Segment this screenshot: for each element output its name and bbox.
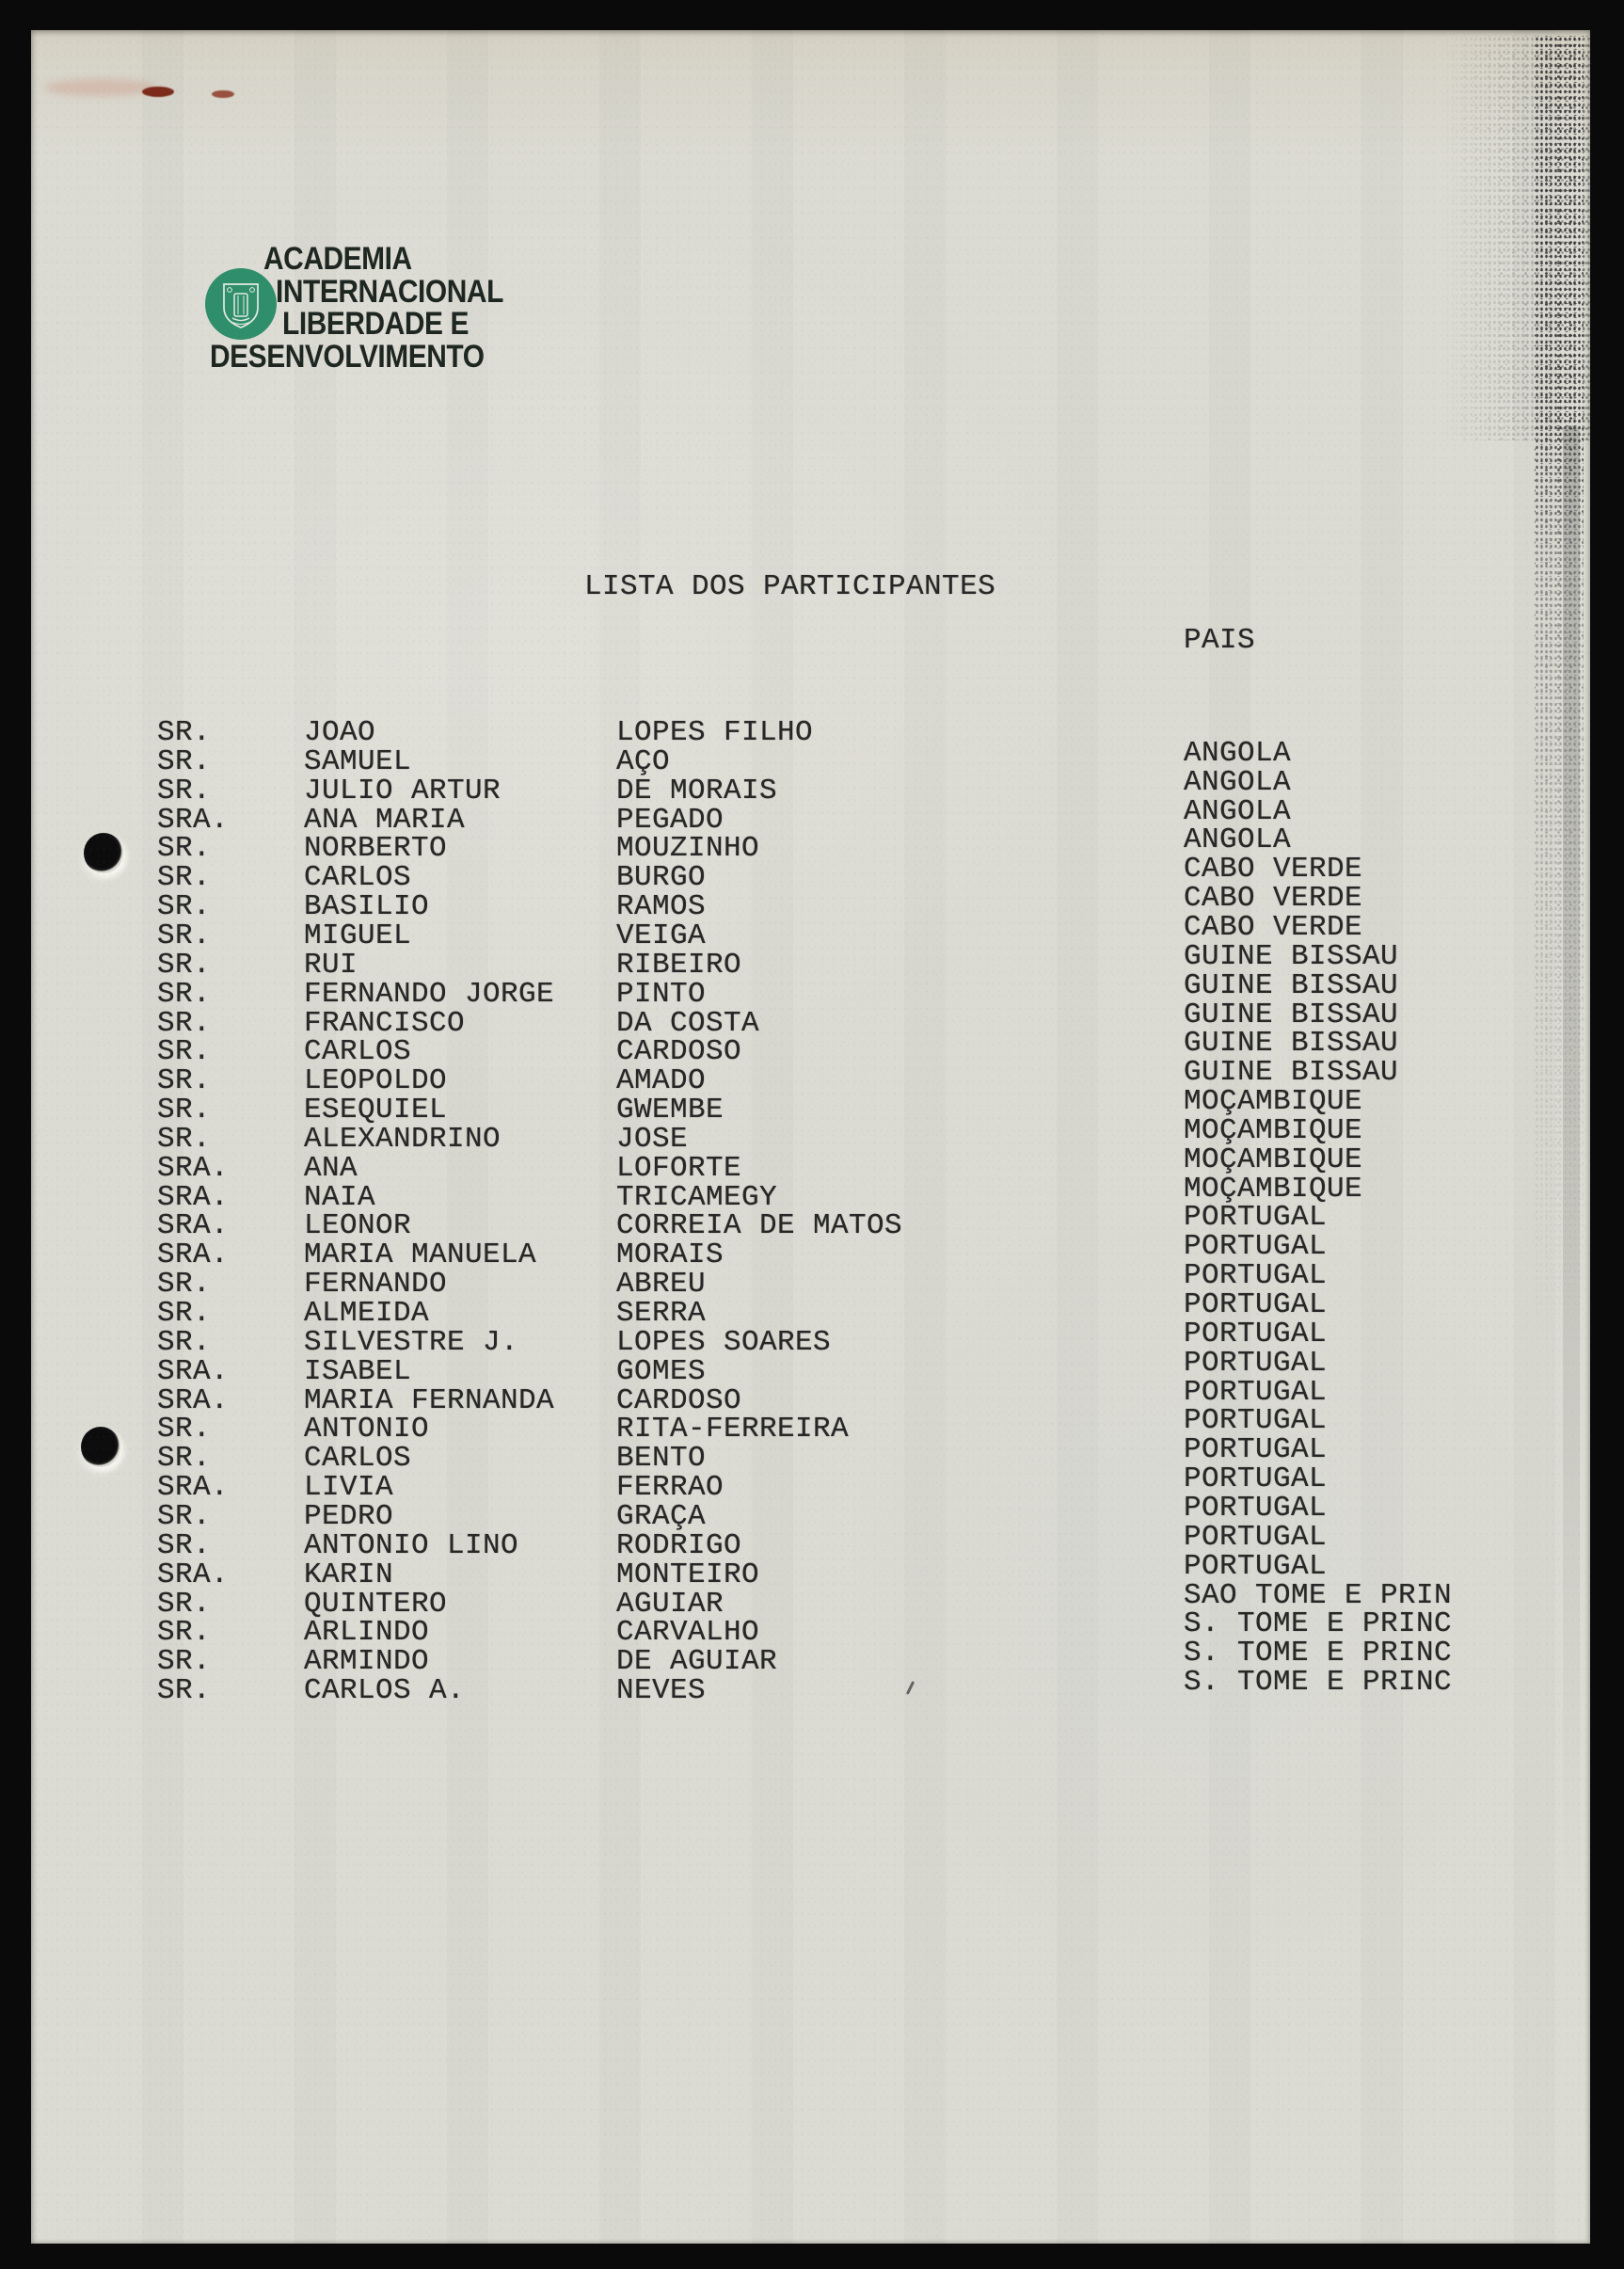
participant-surname: ABREU — [616, 1268, 707, 1302]
participant-first-name: MIGUEL — [304, 919, 412, 952]
participant-row — [31, 1404, 1590, 1446]
letterhead-line-2: INTERNACIONAL — [276, 274, 503, 310]
participant-title: SRA. — [157, 1209, 230, 1243]
participant-first-name: FERNANDO JORGE — [304, 977, 555, 1011]
scan-noise-top-right — [1441, 36, 1591, 440]
participant-surname: TRICAMEGY — [616, 1180, 778, 1214]
participant-title: SRA. — [157, 803, 230, 837]
participant-title: SR. — [157, 716, 212, 749]
participant-row — [31, 1433, 1590, 1476]
participant-surname: GRAÇA — [616, 1499, 707, 1533]
participant-first-name: ANTONIO — [304, 1413, 430, 1446]
participant-title: SR. — [157, 1499, 212, 1533]
participant-title: SR. — [157, 744, 212, 778]
participant-country: PORTUGAL — [1184, 1201, 1328, 1235]
participant-first-name: CARLOS A. — [304, 1674, 466, 1708]
participant-title: SR. — [157, 1645, 212, 1679]
participant-first-name: MARIA MANUELA — [304, 1238, 537, 1272]
participant-country: MOÇAMBIQUE — [1184, 1142, 1363, 1176]
participant-row — [31, 718, 1590, 747]
participant-row — [31, 1491, 1590, 1533]
participant-first-name: ISABEL — [304, 1354, 412, 1388]
participant-surname: BENTO — [616, 1442, 707, 1476]
participant-country: ANGOLA — [1184, 736, 1292, 770]
participant-first-name: ANA — [304, 1151, 358, 1185]
participant-row — [31, 1259, 1590, 1302]
participant-surname: PINTO — [616, 977, 707, 1011]
red-ink-mark-2 — [212, 90, 234, 98]
participant-first-name: ESEQUIEL — [304, 1094, 448, 1127]
participant-title: SR. — [157, 1122, 212, 1156]
participant-first-name: FERNANDO — [304, 1268, 448, 1302]
participant-first-name: CARLOS — [304, 1035, 412, 1069]
participant-first-name: MARIA FERNANDA — [304, 1383, 555, 1417]
participant-first-name: RUI — [304, 948, 358, 982]
participant-surname: VEIGA — [616, 919, 707, 952]
participant-title: SRA. — [157, 1180, 230, 1214]
participant-country: S. TOME E PRINC — [1184, 1637, 1453, 1670]
participant-surname: CARVALHO — [616, 1616, 760, 1650]
participant-surname: RODRIGO — [616, 1528, 742, 1562]
scan-streak-right-edge — [1563, 425, 1580, 1893]
participant-row — [31, 1288, 1590, 1330]
participant-first-name: PEDRO — [304, 1499, 394, 1533]
participant-surname: AMADO — [616, 1064, 707, 1098]
participant-title: SR. — [157, 948, 212, 982]
participant-title: SR. — [157, 1035, 212, 1069]
participant-country: S. TOME E PRINC — [1184, 1666, 1453, 1700]
participant-surname: SERRA — [616, 1297, 707, 1330]
participant-title: SRA. — [157, 1151, 230, 1185]
participant-country: PORTUGAL — [1184, 1230, 1328, 1264]
participant-row — [31, 1346, 1590, 1388]
participant-row — [31, 1201, 1590, 1243]
participant-country: MOÇAMBIQUE — [1184, 1085, 1363, 1119]
participant-first-name: QUINTERO — [304, 1587, 448, 1621]
paper-sheet — [31, 30, 1590, 2244]
punch-hole-bottom — [81, 1427, 120, 1467]
participant-first-name: KARIN — [304, 1558, 394, 1591]
participant-title: SR. — [157, 1616, 212, 1650]
participant-row — [31, 1230, 1590, 1272]
participant-title: SR. — [157, 1006, 212, 1040]
participant-first-name: ANTONIO LINO — [304, 1528, 519, 1562]
participant-first-name: LIVIA — [304, 1471, 394, 1505]
participant-first-name: JOAO — [304, 716, 376, 749]
letterhead-line-4: DESENVOLVIMENTO — [210, 339, 485, 375]
participant-title: SR. — [157, 977, 212, 1011]
participant-first-name: ARLINDO — [304, 1616, 430, 1650]
participant-row — [31, 1666, 1590, 1708]
participant-title: SR. — [157, 919, 212, 952]
participant-title: SR. — [157, 861, 212, 895]
red-smudge-mark — [44, 79, 157, 96]
participant-country: PORTUGAL — [1184, 1317, 1328, 1350]
participant-first-name: ARMINDO — [304, 1645, 430, 1679]
participant-country: S. TOME E PRINC — [1184, 1607, 1453, 1641]
participant-surname: CARDOSO — [616, 1035, 742, 1069]
participant-country: GUINE BISSAU — [1184, 1056, 1399, 1090]
participant-first-name: FRANCISCO — [304, 1006, 466, 1040]
participant-title: SR. — [157, 1587, 212, 1621]
participant-surname: FERRAO — [616, 1471, 724, 1505]
participant-title: SRA. — [157, 1383, 230, 1417]
participant-row — [31, 1462, 1590, 1505]
participant-row — [31, 794, 1590, 837]
participant-country: PORTUGAL — [1184, 1433, 1328, 1467]
participant-first-name: BASILIO — [304, 890, 430, 924]
participant-row — [31, 765, 1590, 807]
participant-title: SRA. — [157, 1558, 230, 1591]
page-title: LISTA DOS PARTICIPANTES — [584, 570, 996, 603]
participant-first-name: ALMEIDA — [304, 1297, 430, 1330]
punch-hole-top — [84, 833, 123, 873]
participant-country: PORTUGAL — [1184, 1288, 1328, 1321]
participant-surname: RITA-FERREIRA — [616, 1413, 850, 1446]
participant-country: PORTUGAL — [1184, 1491, 1328, 1525]
participant-country: CABO VERDE — [1184, 910, 1363, 944]
participant-title: SR. — [157, 1325, 212, 1359]
participant-surname: LOPES FILHO — [616, 716, 814, 749]
participant-first-name: CARLOS — [304, 1442, 412, 1476]
participant-surname: PEGADO — [616, 803, 724, 837]
participant-title: SRA. — [157, 1354, 230, 1388]
participant-surname: NEVES — [616, 1674, 707, 1708]
participant-first-name: JULIO ARTUR — [304, 774, 502, 807]
participant-country: ANGOLA — [1184, 765, 1292, 799]
participant-country: GUINE BISSAU — [1184, 1027, 1399, 1061]
participant-surname: AÇO — [616, 744, 671, 778]
participant-country: PORTUGAL — [1184, 1346, 1328, 1380]
participant-first-name: NAIA — [304, 1180, 376, 1214]
participant-country: CABO VERDE — [1184, 853, 1363, 887]
participant-title: SR. — [157, 1297, 212, 1330]
participant-country: ANGOLA — [1184, 794, 1292, 828]
participant-surname: CORREIA DE MATOS — [616, 1209, 903, 1243]
participant-title: SR. — [157, 774, 212, 807]
participant-title: SR. — [157, 1674, 212, 1708]
participant-country: PORTUGAL — [1184, 1462, 1328, 1496]
participant-surname: DE MORAIS — [616, 774, 778, 807]
participant-first-name: ANA MARIA — [304, 803, 466, 837]
participant-country: PORTUGAL — [1184, 1549, 1328, 1583]
participant-title: SRA. — [157, 1471, 230, 1505]
academia-crest-logo-icon — [205, 268, 277, 340]
letterhead-line-3: LIBERDADE E — [282, 306, 469, 342]
participant-surname: RAMOS — [616, 890, 707, 924]
participant-surname: RIBEIRO — [616, 948, 742, 982]
participant-surname: GWEMBE — [616, 1094, 724, 1127]
participant-surname: JOSE — [616, 1122, 689, 1156]
participant-surname: CARDOSO — [616, 1383, 742, 1417]
participant-surname: MOUZINHO — [616, 832, 760, 866]
participant-surname: LOFORTE — [616, 1151, 742, 1185]
participant-title: SR. — [157, 832, 212, 866]
participant-surname: DA COSTA — [616, 1006, 760, 1040]
participant-country: ANGOLA — [1184, 823, 1292, 857]
participant-country: PORTUGAL — [1184, 1404, 1328, 1438]
participant-title: SR. — [157, 1528, 212, 1562]
participant-title: SR. — [157, 1094, 212, 1127]
letterhead-line-1: ACADEMIA — [263, 241, 412, 277]
red-ink-mark-1 — [142, 87, 174, 97]
participant-first-name: SILVESTRE J. — [304, 1325, 519, 1359]
participant-country: PORTUGAL — [1184, 1375, 1328, 1409]
country-column-header: PAIS — [1184, 624, 1256, 657]
participant-title: SR. — [157, 890, 212, 924]
participant-surname: MONTEIRO — [616, 1558, 760, 1591]
participant-row — [31, 1520, 1590, 1562]
participant-row — [31, 1375, 1590, 1417]
participant-country: CABO VERDE — [1184, 882, 1363, 916]
participant-row — [31, 736, 1590, 778]
participant-country: GUINE BISSAU — [1184, 939, 1399, 973]
participant-surname: AGUIAR — [616, 1587, 724, 1621]
participant-surname: DE AGUIAR — [616, 1645, 778, 1679]
participant-country: GUINE BISSAU — [1184, 998, 1399, 1031]
participant-first-name: LEONOR — [304, 1209, 412, 1243]
participant-first-name: LEOPOLDO — [304, 1064, 448, 1098]
participant-row — [31, 1317, 1590, 1359]
participant-row — [31, 1172, 1590, 1214]
participant-country: PORTUGAL — [1184, 1259, 1328, 1293]
participant-country: GUINE BISSAU — [1184, 968, 1399, 1002]
participant-title: SR. — [157, 1268, 212, 1302]
participant-country: PORTUGAL — [1184, 1520, 1328, 1554]
participant-country: MOÇAMBIQUE — [1184, 1113, 1363, 1147]
participant-first-name: SAMUEL — [304, 744, 412, 778]
participant-surname: LOPES SOARES — [616, 1325, 832, 1359]
participant-country: MOÇAMBIQUE — [1184, 1172, 1363, 1206]
participant-surname: BURGO — [616, 861, 707, 895]
participant-country: SAO TOME E PRIN — [1184, 1578, 1453, 1612]
participant-surname: GOMES — [616, 1354, 707, 1388]
participant-surname: MORAIS — [616, 1238, 724, 1272]
participant-title: SRA. — [157, 1238, 230, 1272]
participant-title: SR. — [157, 1413, 212, 1446]
participant-first-name: CARLOS — [304, 861, 412, 895]
participant-title: SR. — [157, 1064, 212, 1098]
participant-first-name: NORBERTO — [304, 832, 448, 866]
participant-first-name: ALEXANDRINO — [304, 1122, 502, 1156]
participant-title: SR. — [157, 1442, 212, 1476]
